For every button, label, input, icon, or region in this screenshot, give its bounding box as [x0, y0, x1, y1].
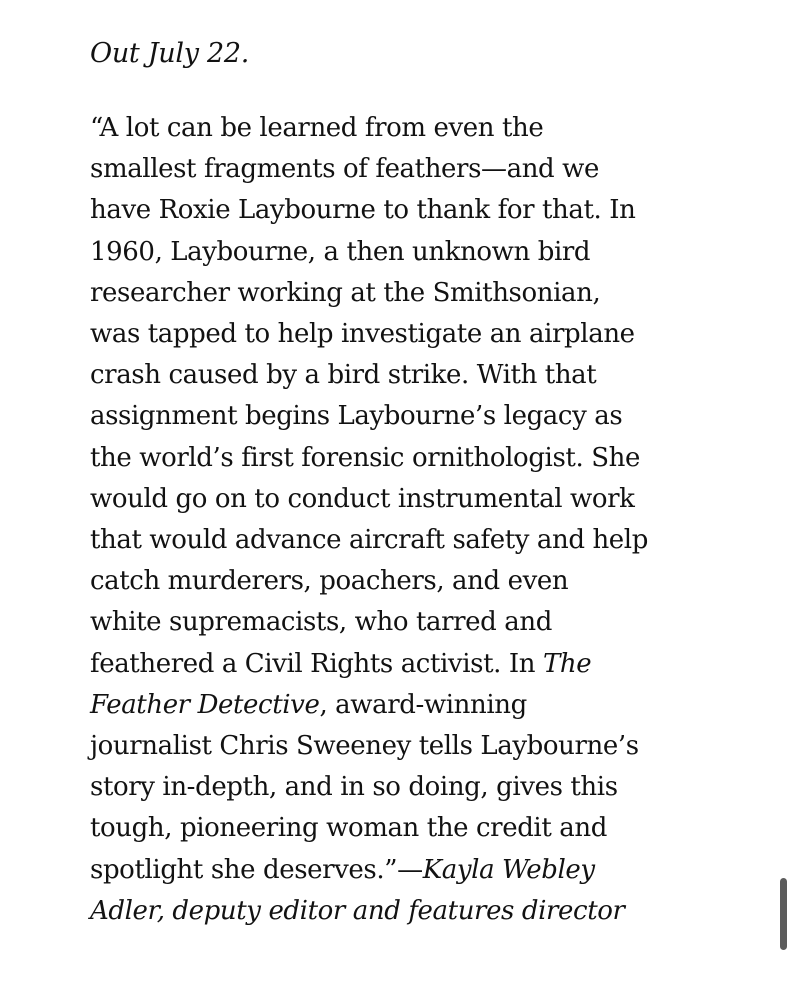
- quote-line: assignment begins Laybourne’s legacy as: [90, 401, 623, 432]
- quote-text: feathered a Civil Rights activist. In: [90, 648, 543, 679]
- book-title: The: [542, 648, 592, 679]
- quote-line: 1960, Laybourne, a then unknown bird: [90, 236, 591, 267]
- quote-line: [90, 850, 650, 891]
- quote-line: crash caused by a bird strike. With that: [90, 360, 597, 391]
- quote-line: tough, pioneering woman the credit and: [90, 813, 607, 844]
- quote-text: , award-winning: [319, 689, 527, 720]
- quote-line: researcher working at the Smithsonian,: [90, 277, 601, 308]
- quote-line: journalist Chris Sweeney tells Laybourne’s: [90, 731, 639, 762]
- quote-line: the world’s first forensic ornithologist. She: [90, 442, 640, 473]
- quote-line: catch murderers, poachers, and even: [90, 566, 569, 597]
- quote-attribution: Kayla Webley: [422, 854, 595, 885]
- quote-line: [90, 891, 650, 932]
- quote-attribution: Adler, deputy editor and features director: [90, 895, 625, 926]
- quote-line: that would advance aircraft safety and help: [90, 525, 648, 556]
- quote-line: white supremacists, who tarred and: [90, 607, 552, 638]
- release-date: Out July 22.: [90, 38, 249, 69]
- quote-line: [90, 644, 650, 685]
- book-blurb-quote: [90, 108, 650, 932]
- quote-line: smallest fragments of feathers—and we: [90, 154, 600, 185]
- quote-line: [90, 685, 650, 726]
- article-body: [90, 36, 650, 932]
- quote-line: would go on to conduct instrumental work: [90, 483, 635, 514]
- quote-line: story in-depth, and in so doing, gives this: [90, 772, 618, 803]
- quote-text: spotlight she deserves.”—: [90, 854, 423, 885]
- quote-line: was tapped to help investigate an airplane: [90, 319, 635, 350]
- quote-line: “A lot can be learned from even the: [90, 113, 544, 143]
- quote-line: have Roxie Laybourne to thank for that. In: [90, 195, 636, 226]
- book-title: Feather Detective: [90, 689, 320, 720]
- scrollbar-thumb[interactable]: [780, 878, 787, 950]
